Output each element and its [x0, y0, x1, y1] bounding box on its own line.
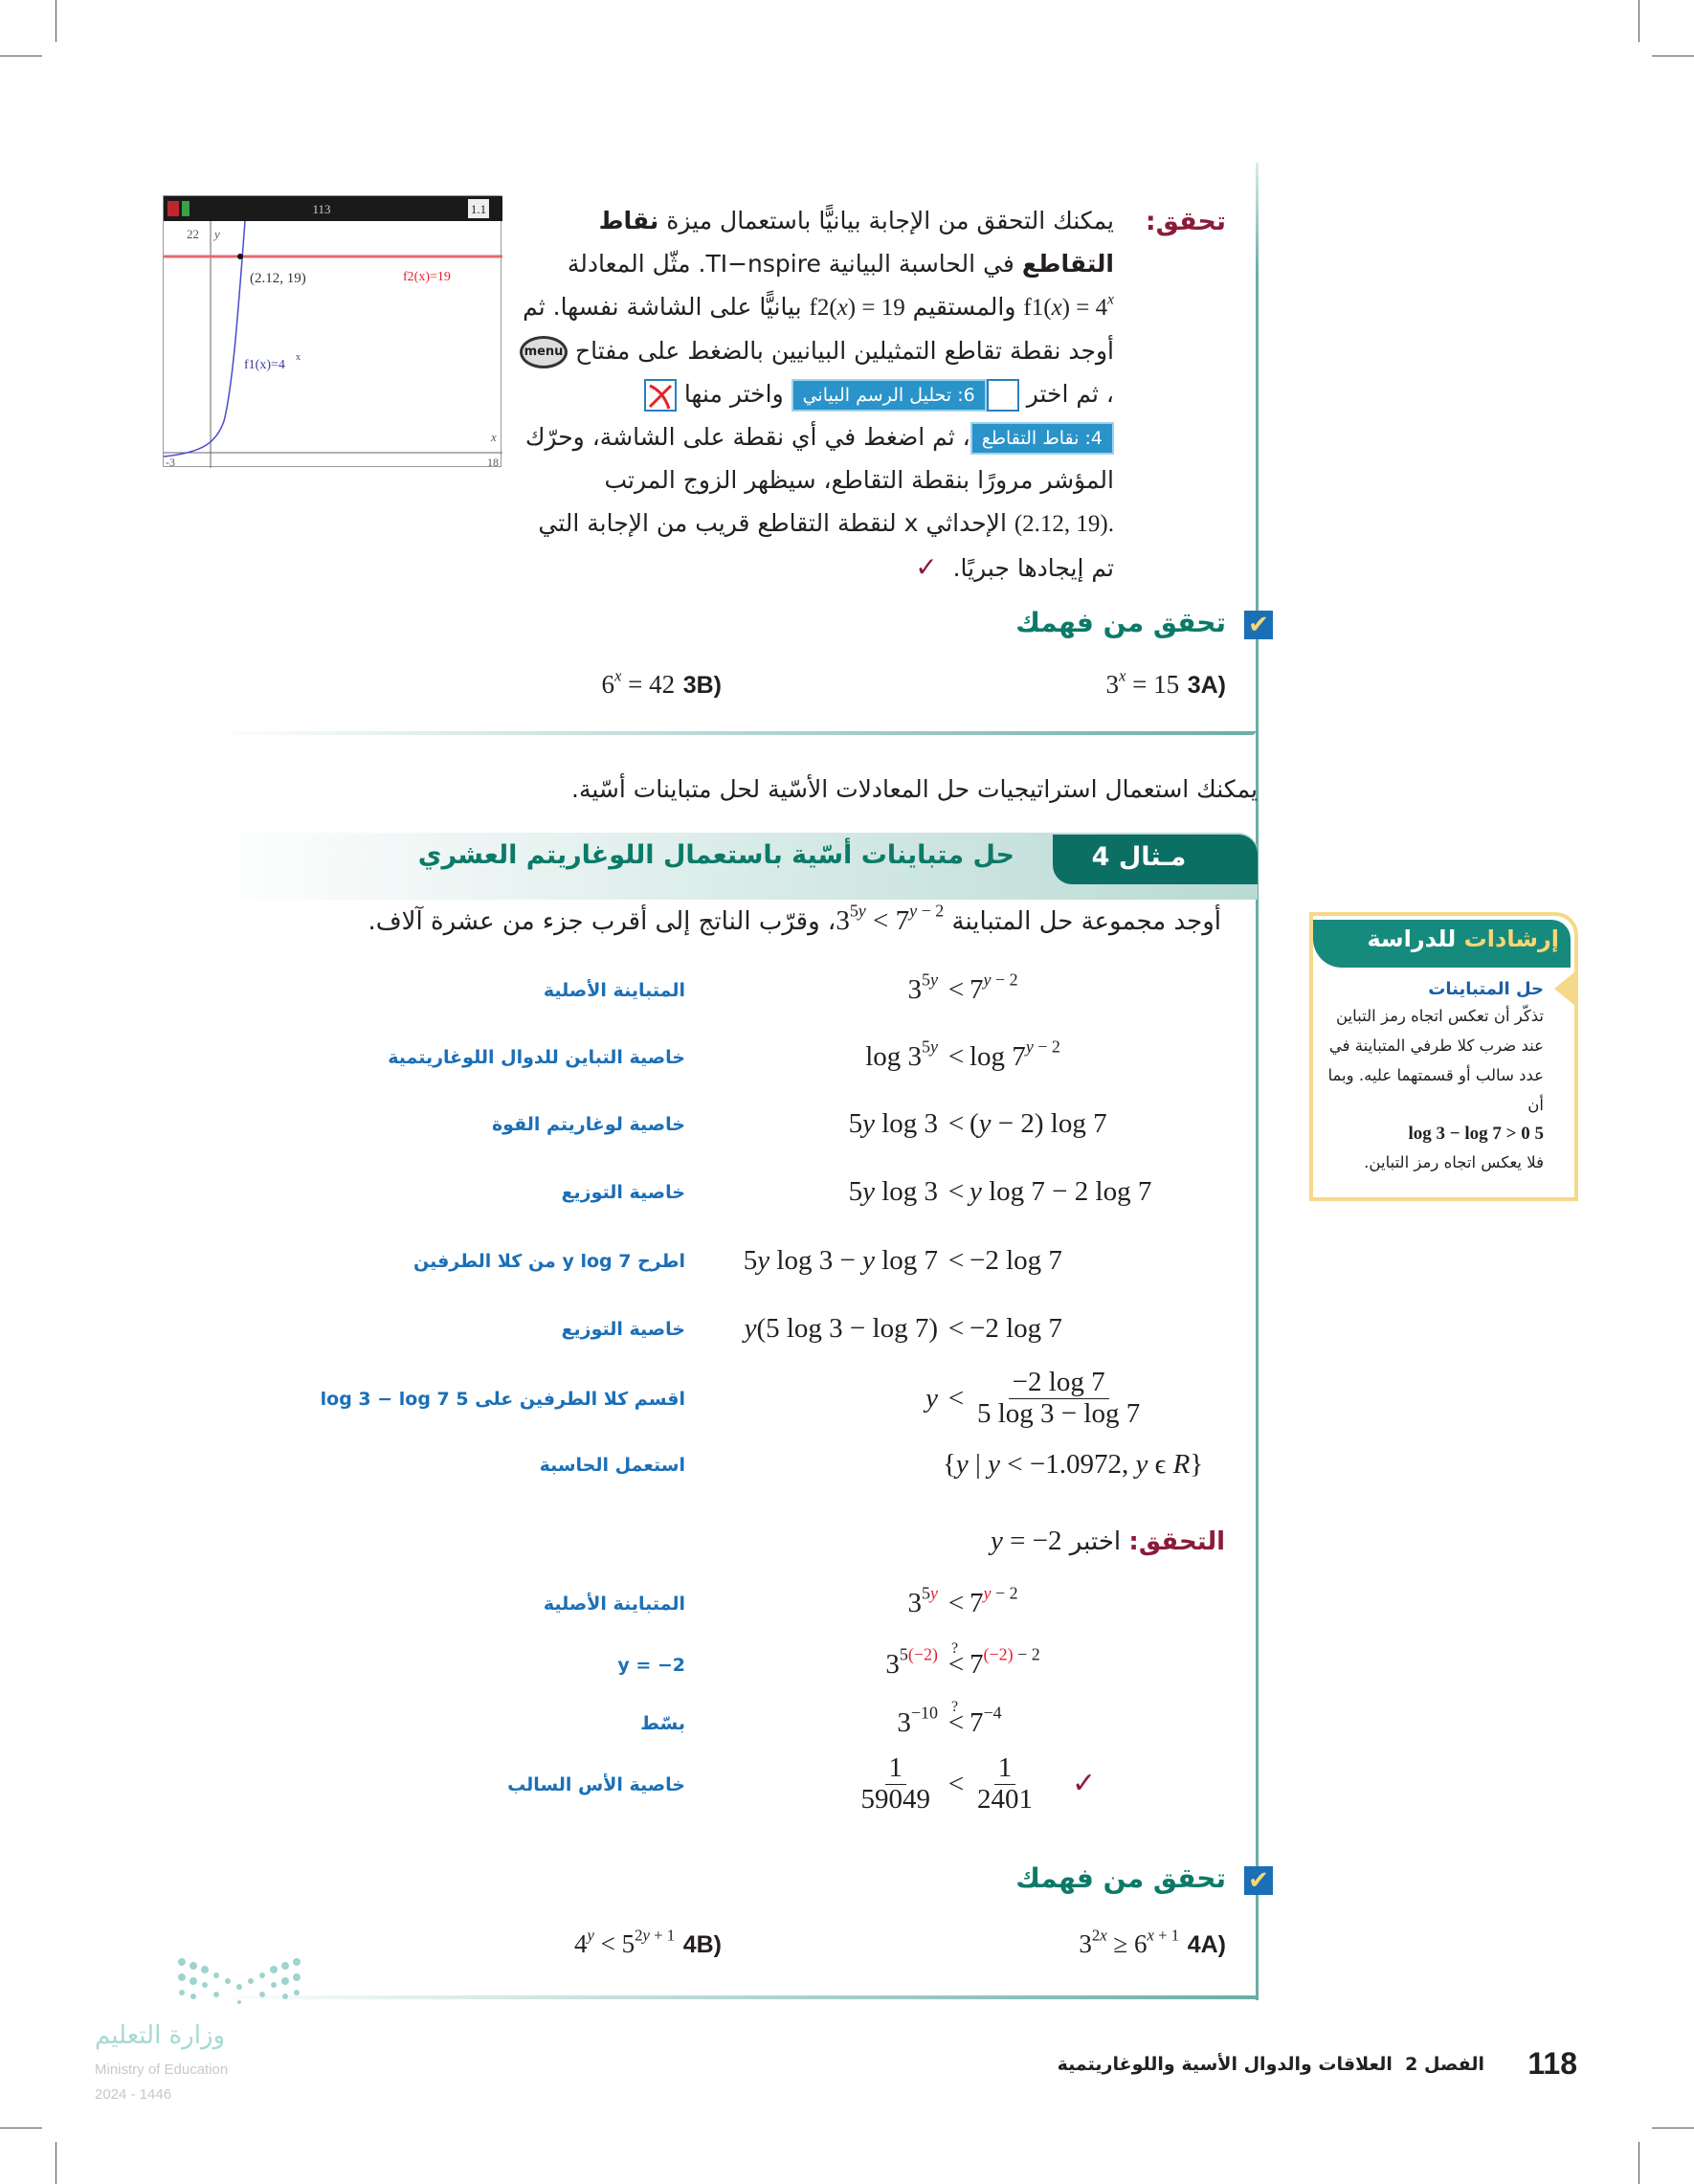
- calculator-page-tab: 1.1: [470, 202, 487, 216]
- math-variable: x: [613, 666, 622, 685]
- example-number: مـثال 4: [1091, 842, 1187, 872]
- problem-math: $3^{5y} < 7^{y - 2}$: [836, 901, 945, 936]
- menu-option-intersection[interactable]: 4: نقاط التقاطع: [970, 422, 1114, 455]
- math-exponent: y − 2: [909, 901, 945, 921]
- math-fraction: [973, 1753, 1036, 1816]
- inequality-sign: <: [947, 1383, 965, 1414]
- check-mark-icon: ✓: [1072, 1767, 1097, 1800]
- inequality-sign: [943, 1649, 970, 1681]
- math-exponent: 5y: [922, 1036, 938, 1057]
- calculator-screenshot: [163, 195, 502, 467]
- study-tip-pointer: [1554, 971, 1575, 1006]
- study-tip-body: تذكّر أن تعكس اتجاه رمز التباين عند ضرب كلا طرفي المتباينة في عدد سالب أو قسمتهما عليه. وبما أن: [1327, 1007, 1544, 1114]
- math-variable: y: [988, 1449, 1000, 1480]
- fraction-denominator: 2401: [977, 1783, 1033, 1815]
- math-variable: y: [642, 1926, 650, 1945]
- section-divider: [209, 731, 1256, 735]
- math-variable: y: [744, 1313, 757, 1344]
- exercise-math: $3^x = 15$: [1105, 666, 1180, 699]
- math-variable: y: [1025, 1036, 1034, 1057]
- math-f1: $f1(x) = 4^x$: [1023, 291, 1114, 321]
- inequality-sign: <: [947, 1041, 965, 1072]
- math-exponent: y − 2: [1025, 1036, 1060, 1057]
- inequality-sign: <: [947, 1108, 965, 1139]
- step-justification: اقسم كلا الطرفين على 5 log 3 − log 7: [320, 1389, 685, 1410]
- step-lhs: y(5 log 3 − log 7): [744, 1313, 938, 1344]
- step-rhs: −2 log 7: [970, 1313, 1062, 1344]
- fraction-numerator: 1: [994, 1753, 1016, 1785]
- math-exponent: 2x: [1091, 1926, 1107, 1945]
- exercise-label: (3A: [1187, 672, 1226, 699]
- math-variable: x: [836, 295, 848, 321]
- inequality-sign: <: [947, 1313, 965, 1344]
- math-exponent: x + 1: [1147, 1926, 1180, 1945]
- check-label: التحقق:: [1128, 1527, 1225, 1556]
- inequality-sign: <: [947, 1245, 965, 1276]
- ministry-logo: [172, 1954, 345, 2016]
- math-fraction: [858, 1753, 935, 1816]
- calculator-toolbar: [164, 196, 502, 221]
- step-justification: خاصية التباين للدوال اللوغاريتمية: [388, 1047, 685, 1068]
- exercise-math: $4^y < 5^{2y + 1}$: [573, 1926, 676, 1958]
- calculator-status: 113: [312, 202, 331, 216]
- math-exponent: [614, 666, 621, 684]
- math-variable: y: [587, 1926, 594, 1945]
- math-variable: y: [955, 1449, 969, 1480]
- step-rhs: $7^{y - 2}$: [970, 969, 1018, 1005]
- fraction-numerator: −2 log 7: [1009, 1368, 1109, 1399]
- math-exponent: 2y + 1: [635, 1926, 676, 1945]
- intro-sentence: يمكنك استعمال استراتيجيات حل المعادلات الأسّية لحل متباينات أسّية.: [571, 775, 1258, 803]
- substituted-value: [984, 1584, 992, 1603]
- feature-name: نقاط التقاطع: [598, 207, 1114, 278]
- check-label: تحقق:: [1145, 207, 1226, 236]
- step-rhs: −2 log 7: [970, 1245, 1062, 1276]
- ministry-name-ar: وزارة التعليم: [95, 2021, 226, 2050]
- math-variable: y: [990, 1526, 1003, 1556]
- menu-option-graph-analysis[interactable]: 6: تحليل الرسم البياني: [791, 379, 987, 412]
- x-max-label: 18: [487, 456, 499, 468]
- step-lhs: $3^{-10}$: [897, 1703, 938, 1738]
- math-exponent: [587, 1926, 593, 1944]
- step-rhs: y log 7 − 2 log 7: [970, 1176, 1152, 1207]
- check-understanding-title: تحقق من فهمك: [1015, 607, 1226, 638]
- section-frame-line: [1256, 163, 1259, 2000]
- close-icon: [167, 201, 179, 216]
- chapter-title: العلاقات والدوال الأسية واللوغاريتمية: [1057, 2054, 1393, 2075]
- step-justification: استعمل الحاسبة: [539, 1455, 685, 1476]
- text: ، ثم اختر: [1018, 380, 1114, 408]
- study-tip-tail: فلا يعكس اتجاه رمز التباين.: [1364, 1153, 1544, 1171]
- text: والمستقيم: [904, 293, 1024, 321]
- exercise-3a: [1105, 666, 1226, 700]
- math-exponent: [1119, 666, 1126, 684]
- text: مثّل المعادلة: [567, 250, 691, 278]
- edition-year: 2024 - 1446: [95, 2086, 172, 2103]
- check-mark-icon: ✓: [915, 551, 938, 583]
- study-tip-title: للدراسة: [1367, 925, 1464, 952]
- chapter-heading: [1058, 2054, 1484, 2075]
- inequality-sign: [943, 1707, 970, 1739]
- study-tip-header: [1313, 920, 1571, 968]
- text: يمكنك التحقق من الإجابة بيانيًّا باستعمال ميزة: [658, 207, 1114, 234]
- math-variable: y: [983, 969, 992, 990]
- text: بيانيًّا على: [709, 293, 810, 321]
- math-exponent: [1107, 291, 1114, 307]
- math-variable: y: [909, 901, 918, 921]
- exercise-4a: [1079, 1926, 1226, 1959]
- substituted-value: (−2): [907, 1644, 938, 1664]
- math-variable: y: [862, 1108, 875, 1139]
- math-variable: y: [930, 969, 938, 990]
- math-exponent: 5y: [922, 969, 938, 990]
- section-divider: [209, 1995, 1256, 1999]
- step-rhs: $7^{y - 2}$: [970, 1583, 1018, 1618]
- math-variable: y: [862, 1245, 875, 1276]
- question-relation: ? <: [948, 1707, 964, 1739]
- exercise-math: $6^x = 42$: [601, 666, 676, 699]
- step-lhs: [699, 1753, 938, 1816]
- x-axis-label: x: [491, 430, 497, 444]
- f1-label: f1(x)=4: [244, 358, 285, 372]
- step-lhs: [699, 1383, 938, 1415]
- step-lhs: $\log 3^{5y}$: [865, 1036, 938, 1072]
- exercise-label: (4A: [1187, 1931, 1226, 1958]
- study-tip-box: [1309, 912, 1578, 1201]
- graph-analysis-icon: [987, 379, 1019, 412]
- ministry-name-en: Ministry of Education: [95, 2061, 229, 2078]
- step-lhs: 5y log 3 − y log 7: [743, 1245, 938, 1276]
- study-tip-title: إرشادات: [1463, 925, 1559, 952]
- substituted-value: [930, 1584, 938, 1603]
- text: اختبر: [1061, 1527, 1122, 1556]
- step-rhs: [970, 1753, 1040, 1816]
- fraction-denominator: 5 log 3 − log 7: [977, 1397, 1141, 1429]
- text: في: [983, 250, 1022, 278]
- text: على مفتاح: [568, 337, 680, 365]
- math-variable: R: [1172, 1449, 1191, 1480]
- math-variable: y: [757, 1245, 770, 1276]
- intersection-point: [237, 254, 243, 259]
- step-justification: y = −2: [617, 1655, 685, 1676]
- math-exponent: y − 2: [983, 1583, 1018, 1603]
- step-justification: خاصية التوزيع: [561, 1182, 685, 1203]
- step-justification: خاصية لوغاريتم القوة: [491, 1114, 685, 1135]
- example-title: حل متباينات أسّية باستعمال اللوغاريتم العشري: [417, 840, 1014, 870]
- f2-label: f2(x)=19: [403, 270, 451, 284]
- step-lhs: 5y log 3: [848, 1108, 938, 1139]
- step-justification: خاصية الأس السالب: [507, 1774, 685, 1795]
- y-axis-label: y: [214, 227, 220, 241]
- math-variable: y: [978, 1108, 992, 1139]
- math-variable: y: [983, 1583, 992, 1603]
- study-tip-math: 5 log 3 − log 7 > 0: [1408, 1124, 1544, 1144]
- text: ، وقرّب الناتج إلى أقرب جزء من عشرة آلاف.: [368, 907, 836, 936]
- math-exponent: −4: [983, 1703, 1002, 1723]
- step-justification: اطرح y log 7 من كلا الطرفين: [412, 1251, 685, 1272]
- substituted-value: (−2): [983, 1644, 1014, 1664]
- math-variable: x: [1100, 1926, 1107, 1945]
- exercise-math: $3^{2x} \ge 6^{x + 1}$: [1079, 1926, 1180, 1958]
- step-justification: المتباينة الأصلية: [543, 980, 685, 1001]
- math-exponent: 5(−2): [899, 1644, 938, 1664]
- check-value: y = −2: [990, 1526, 1062, 1556]
- step-lhs: $3^{5y}$: [907, 1583, 938, 1618]
- inequality-sign: <: [947, 1588, 965, 1618]
- question-relation: ? <: [948, 1649, 964, 1681]
- page-number: 118: [1527, 2046, 1577, 2081]
- math-exponent: (−2) − 2: [983, 1644, 1040, 1664]
- step-justification: المتباينة الأصلية: [543, 1593, 685, 1615]
- step-rhs: $7^{(-2) - 2}$: [970, 1644, 1040, 1680]
- intersection-icon: [644, 379, 677, 412]
- math-exponent: y − 2: [983, 969, 1018, 990]
- math-exponent: 5y: [922, 1583, 938, 1603]
- step-justification: خاصية التوزيع: [561, 1319, 685, 1340]
- problem-statement: [368, 901, 1221, 937]
- inequality-sign: <: [947, 974, 965, 1005]
- crop-mark: [1638, 2142, 1639, 2184]
- ministry-logo-dots: [172, 1954, 345, 2012]
- math-exponent: −10: [910, 1703, 938, 1723]
- ordered-pair: (2.12, 19).: [1014, 511, 1114, 537]
- menu-key[interactable]: menu: [520, 336, 568, 368]
- math-variable: x: [1051, 295, 1062, 321]
- math-variable: y: [1135, 1449, 1148, 1480]
- y-max-label: 22: [187, 227, 199, 241]
- fraction-numerator: 1: [885, 1753, 907, 1785]
- math-variable: y: [862, 1176, 875, 1207]
- step-rhs: [970, 1368, 1148, 1430]
- step-rhs: $\log 7^{y - 2}$: [970, 1036, 1060, 1072]
- text: أوجد مجموعة حل المتباينة: [944, 907, 1221, 936]
- step-lhs: $3^{5y}$: [907, 969, 938, 1005]
- text: الشاشة نفسها. ثم أوجد نقطة تقاطع التمثيلين البيانيين بالضغط: [523, 293, 1114, 365]
- math-exponent: 5y: [849, 901, 866, 921]
- step-lhs: $3^{5(-2)}$: [885, 1644, 938, 1680]
- text: المؤشر مرورًا بنقطة التقاطع، سيظهر الزوج المرتب: [604, 466, 1114, 494]
- math-variable: x: [1118, 666, 1126, 685]
- text: واختر منها: [683, 380, 791, 408]
- math-variable: y: [858, 901, 866, 921]
- math-variable: x: [1147, 1926, 1154, 1945]
- math-variable: x: [1107, 291, 1114, 308]
- check-heading: [991, 1526, 1225, 1557]
- x-min-label: -3: [166, 456, 175, 468]
- fraction-denominator: 59049: [860, 1783, 930, 1815]
- step-rhs: $7^{-4}$: [970, 1703, 1002, 1738]
- f1-exponent: x: [296, 352, 301, 363]
- text: ، ثم اضغط في أي نقطة على الشاشة، وحرّك: [524, 423, 970, 451]
- math-variable: y: [925, 1383, 938, 1414]
- crop-mark: [1638, 0, 1639, 42]
- check-understanding-title: تحقق من فهمك: [1015, 1862, 1226, 1894]
- battery-icon: [182, 201, 189, 216]
- solution-set: {y | y < −1.0972, y ϵ R}: [943, 1449, 1204, 1480]
- math-variable: y: [970, 1176, 982, 1207]
- math-variable: y: [930, 1036, 938, 1057]
- checkbox-icon: ✔: [1244, 611, 1273, 639]
- step-lhs: 5y log 3: [848, 1176, 938, 1207]
- intersection-label: (2.12, 19): [250, 271, 306, 286]
- step-rhs: (y − 2) log 7: [970, 1108, 1107, 1139]
- step-justification: بسّط: [640, 1713, 685, 1734]
- math-fraction: [973, 1368, 1144, 1430]
- exercise-label: (4B: [682, 1931, 722, 1958]
- study-tip-subtitle: حل المتباينات: [1428, 979, 1544, 999]
- exercise-label: (3B: [682, 672, 722, 699]
- math-f2: f2(x) = 19: [809, 295, 905, 321]
- inequality-sign: <: [947, 1769, 965, 1799]
- checkbox-icon: ✔: [1244, 1866, 1273, 1895]
- exercise-3b: [601, 666, 722, 700]
- check-note-paragraph: [515, 199, 1114, 590]
- exercise-4b: [573, 1926, 722, 1959]
- text: الإحداثي x لنقطة التقاطع قريب من الإجابة التي تم إيجادها جبريًا.: [538, 509, 1114, 582]
- inequality-sign: <: [947, 1176, 965, 1207]
- text: الحاسبة البيانية TI−nspire.: [698, 250, 976, 278]
- math-variable: y: [930, 1583, 938, 1603]
- chapter-number: الفصل 2: [1405, 2054, 1484, 2075]
